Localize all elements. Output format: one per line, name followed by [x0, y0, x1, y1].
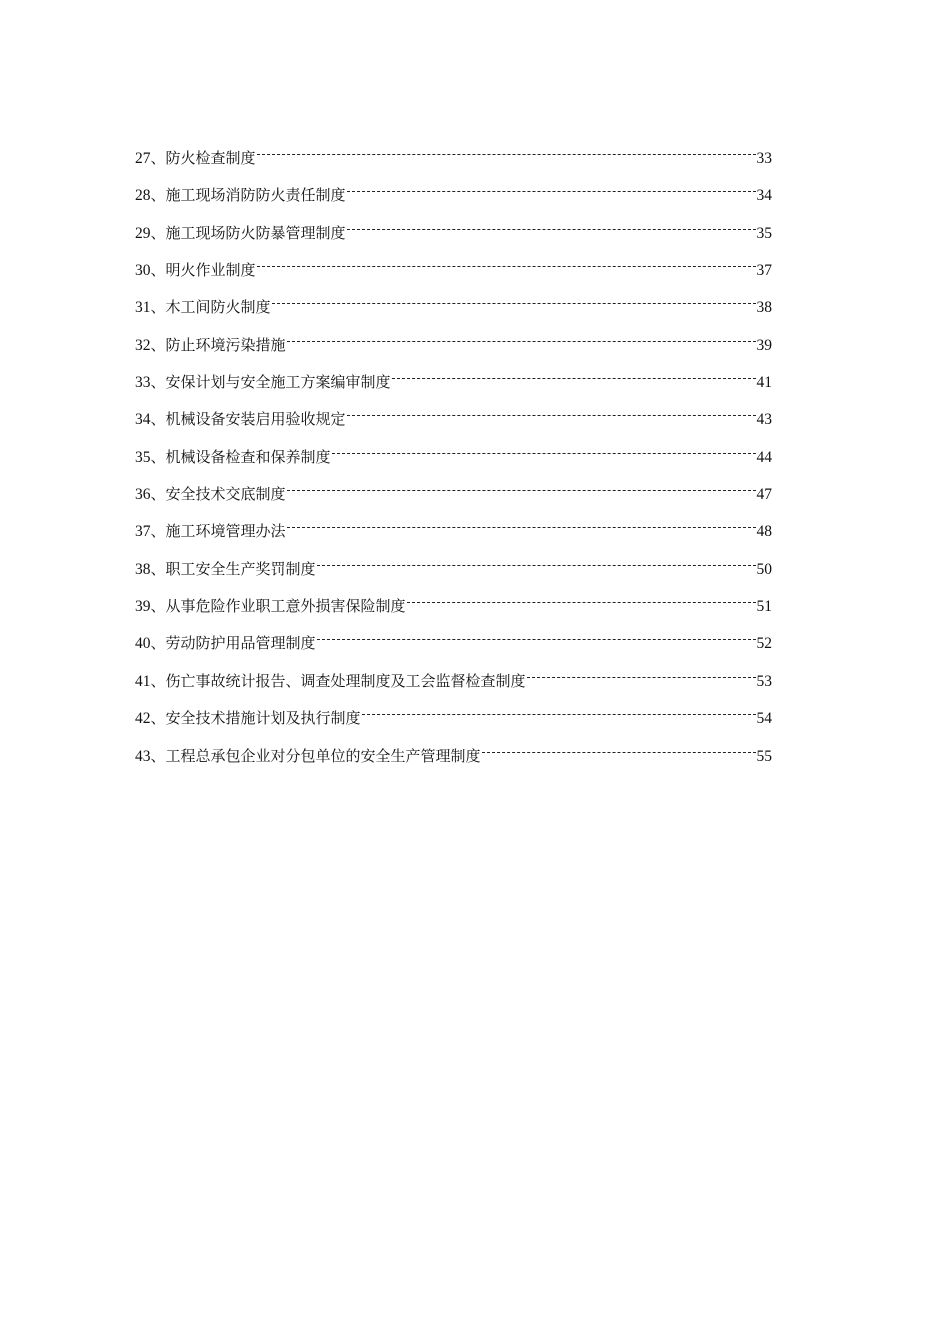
toc-entry[interactable]	[135, 137, 772, 174]
toc-dot-leader	[287, 477, 756, 503]
toc-page-number: 41	[756, 374, 772, 392]
toc-page-number: 44	[756, 448, 772, 466]
toc-entry-number: 42	[135, 710, 151, 728]
toc-entry-separator: 、	[150, 298, 166, 317]
toc-entry-number: 29	[135, 224, 151, 242]
toc-entry-title	[135, 630, 316, 657]
toc-entry[interactable]	[135, 286, 772, 323]
toc-entry[interactable]	[135, 398, 772, 435]
toc-entry-number: 28	[135, 187, 151, 205]
toc-entry-separator: 、	[150, 186, 166, 205]
toc-entry-number: 43	[135, 747, 151, 765]
toc-entry-number: 39	[135, 598, 151, 616]
toc-entry-text: 施工现场防火防暴管理制度	[165, 223, 346, 242]
toc-entry-title	[135, 406, 346, 433]
toc-entry-separator: 、	[150, 149, 166, 167]
toc-entry-separator: 、	[150, 373, 166, 392]
toc-entry-title	[135, 257, 256, 284]
toc-page-number: 53	[756, 672, 772, 690]
toc-entry-title	[135, 182, 346, 209]
toc-page-number: 48	[756, 523, 772, 541]
toc-entry-title	[135, 369, 391, 396]
toc-entry-text: 防止环境污染措施	[165, 335, 286, 354]
toc-entry[interactable]	[135, 361, 772, 398]
toc-entry-text: 木工间防火制度	[165, 298, 271, 317]
toc-entry[interactable]	[135, 212, 772, 249]
toc-entry-text: 明火作业制度	[165, 261, 256, 280]
toc-page-number: 51	[756, 598, 772, 616]
toc-page-number: 37	[756, 262, 772, 280]
toc-entry-separator: 、	[150, 597, 166, 616]
toc-entry-number: 37	[135, 523, 151, 541]
toc-entry-text: 劳动防护用品管理制度	[165, 634, 316, 653]
toc-entry-text: 伤亡事故统计报告、调查处理制度及工会监督检查制度	[165, 671, 526, 690]
toc-entry-text: 机械设备安装启用验收规定	[165, 410, 346, 429]
toc-entry-separator: 、	[150, 559, 166, 578]
toc-entry-separator: 、	[150, 223, 166, 242]
toc-entry-title	[135, 332, 286, 359]
toc-page-number: 33	[756, 150, 772, 167]
toc-entry-text: 职工安全生产奖罚制度	[165, 559, 316, 578]
toc-entry[interactable]	[135, 510, 772, 547]
toc-entry-title	[135, 444, 331, 471]
toc-entry-title	[135, 481, 286, 508]
toc-entry-number: 41	[135, 672, 151, 690]
toc-entry-separator: 、	[150, 709, 166, 728]
table-of-contents	[135, 137, 772, 772]
toc-entry-text: 施工现场消防防火责任制度	[165, 186, 346, 205]
toc-entry[interactable]	[135, 324, 772, 361]
toc-entry-title	[135, 518, 286, 545]
toc-entry-title	[135, 556, 316, 583]
toc-entry-separator: 、	[150, 746, 166, 765]
toc-entry-number: 30	[135, 262, 151, 280]
toc-entry[interactable]	[135, 548, 772, 585]
toc-entry-separator: 、	[150, 410, 166, 429]
toc-entry-separator: 、	[150, 485, 166, 504]
toc-dot-leader	[317, 552, 756, 578]
toc-entry-text: 安全技术措施计划及执行制度	[165, 709, 361, 728]
toc-entry[interactable]	[135, 249, 772, 286]
toc-dot-leader	[272, 290, 756, 316]
toc-entry[interactable]	[135, 622, 772, 659]
toc-dot-leader	[347, 402, 756, 428]
toc-entry-number: 36	[135, 486, 151, 504]
toc-dot-leader	[347, 216, 756, 242]
toc-entry-text: 安全技术交底制度	[165, 485, 286, 504]
toc-entry-number: 35	[135, 448, 151, 466]
toc-dot-leader	[317, 626, 756, 652]
toc-entry[interactable]	[135, 660, 772, 697]
toc-entry[interactable]	[135, 174, 772, 211]
toc-entry-separator: 、	[150, 447, 166, 466]
toc-dot-leader	[332, 440, 756, 466]
toc-entry-number: 32	[135, 336, 151, 354]
toc-entry-title	[135, 705, 361, 732]
toc-entry-text: 机械设备检查和保养制度	[165, 447, 331, 466]
toc-page-number: 43	[756, 411, 772, 429]
toc-entry-number: 31	[135, 299, 151, 317]
toc-entry-separator: 、	[150, 522, 166, 541]
toc-entry-title	[135, 743, 481, 770]
toc-entry-text: 安保计划与安全施工方案编审制度	[165, 373, 391, 392]
toc-entry-separator: 、	[150, 671, 166, 690]
toc-entry-title	[135, 294, 271, 321]
toc-entry-number: 38	[135, 560, 151, 578]
toc-page-number: 34	[756, 187, 772, 205]
toc-entry-title	[135, 593, 406, 620]
toc-entry[interactable]	[135, 585, 772, 622]
toc-entry-separator: 、	[150, 261, 166, 280]
toc-dot-leader	[287, 328, 756, 354]
toc-entry[interactable]	[135, 436, 772, 473]
toc-entry-text: 防火检查制度	[165, 149, 256, 167]
toc-dot-leader	[362, 701, 756, 727]
toc-entry-number: 27	[135, 150, 151, 167]
toc-page-number: 35	[756, 224, 772, 242]
toc-entry-title	[135, 145, 256, 172]
toc-entry[interactable]	[135, 735, 772, 772]
toc-dot-leader	[257, 253, 756, 279]
toc-entry-text: 工程总承包企业对分包单位的安全生产管理制度	[165, 746, 481, 765]
toc-entry-text: 施工环境管理办法	[165, 522, 286, 541]
toc-entry-number: 33	[135, 374, 151, 392]
toc-dot-leader	[527, 664, 756, 690]
toc-page-number: 54	[756, 710, 772, 728]
toc-entry-number: 34	[135, 411, 151, 429]
toc-page-number: 38	[756, 299, 772, 317]
toc-dot-leader	[392, 365, 756, 391]
toc-entry-title	[135, 220, 346, 247]
toc-entry-separator: 、	[150, 335, 166, 354]
toc-entry-text: 从事危险作业职工意外损害保险制度	[165, 597, 406, 616]
toc-dot-leader	[287, 514, 756, 540]
toc-page-number: 47	[756, 486, 772, 504]
toc-entry[interactable]	[135, 697, 772, 734]
toc-page-number: 50	[756, 560, 772, 578]
toc-dot-leader	[347, 178, 756, 204]
toc-entry-title	[135, 668, 526, 695]
toc-dot-leader	[407, 589, 756, 615]
toc-page-number: 52	[756, 635, 772, 653]
toc-page-number: 55	[756, 747, 772, 765]
toc-dot-leader	[482, 739, 756, 765]
toc-entry[interactable]	[135, 473, 772, 510]
toc-page-number: 39	[756, 336, 772, 354]
toc-entry-number: 40	[135, 635, 151, 653]
toc-entry-separator: 、	[150, 634, 166, 653]
toc-dot-leader	[257, 141, 756, 167]
